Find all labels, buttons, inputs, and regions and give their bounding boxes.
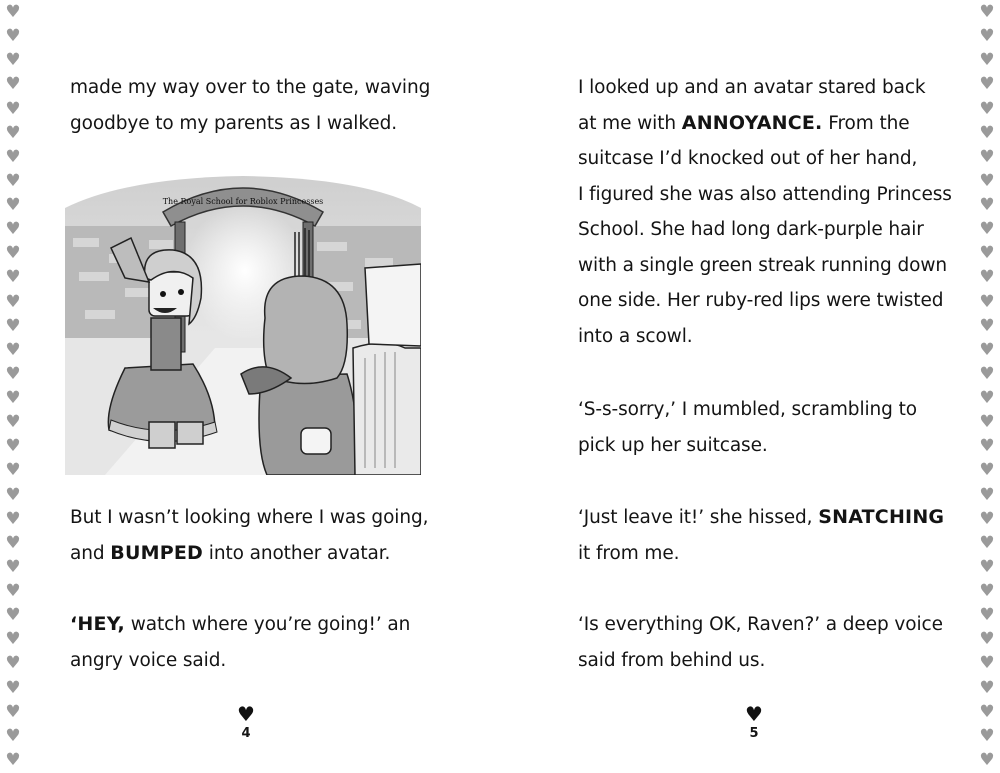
right-paragraph-1 xyxy=(578,70,952,354)
text-run: From the xyxy=(822,112,910,134)
text-line: with a single green streak running down xyxy=(578,254,947,276)
text-run: into another avatar. xyxy=(203,542,391,564)
heart-icon: ♥ xyxy=(5,339,21,360)
text-line: one side. Her ruby-red lips were twisted xyxy=(578,290,944,311)
heart-icon: ♥ xyxy=(5,2,21,22)
heart-icon: ♥ xyxy=(5,581,21,601)
heart-icon: ♥ xyxy=(979,532,995,553)
text-line xyxy=(70,536,440,572)
heart-icon: ♥ xyxy=(5,629,21,650)
bold-word: ANNOYANCE. xyxy=(681,111,823,134)
heart-icon: ♥ xyxy=(5,170,21,191)
heart-icon: ♥ xyxy=(979,412,995,433)
heart-icon: ♥ xyxy=(979,629,995,650)
page-number: 5 xyxy=(749,726,759,741)
text-line xyxy=(70,607,440,643)
heart-icon: ♥ xyxy=(5,315,21,336)
left-paragraph-3 xyxy=(70,607,440,678)
right-page xyxy=(578,0,952,773)
text-line: But I wasn’t looking where I was going, xyxy=(70,507,429,528)
text-line: I figured she was also attending Princess xyxy=(578,183,952,205)
text-run: watch where you’re going!’ an xyxy=(124,614,411,635)
heart-icon: ♥ xyxy=(5,484,21,505)
text-line: School. She had long dark-purple hair xyxy=(578,219,924,240)
heart-icon: ♥ xyxy=(979,701,995,722)
heart-icon: ♥ xyxy=(5,508,21,529)
heart-icon: ♥ xyxy=(979,195,995,215)
right-paragraph-4 xyxy=(578,607,948,678)
heart-icon: ♥ xyxy=(5,219,21,240)
text-run: at me with xyxy=(578,112,682,134)
heart-icon: ♥ xyxy=(979,725,995,746)
heart-icon: ♥ xyxy=(979,339,995,360)
heart-icon: ♥ xyxy=(5,605,21,626)
heart-icon: ♥ xyxy=(979,749,995,770)
heart-icon: ♥ xyxy=(979,291,995,312)
heart-icon: ♥ xyxy=(5,26,21,47)
heart-icon: ♥ xyxy=(979,243,995,264)
text-line xyxy=(578,500,948,536)
heart-icon: ♥ xyxy=(979,98,995,119)
right-page-footer xyxy=(734,704,774,741)
heart-icon: ♥ xyxy=(979,484,995,505)
heart-icon: ♥ xyxy=(979,26,995,47)
heart-icon: ♥ xyxy=(5,195,21,215)
heart-icon: ♥ xyxy=(5,412,21,433)
heart-icon: ♥ xyxy=(5,653,21,674)
right-paragraph-2 xyxy=(578,392,948,463)
heart-icon: ♥ xyxy=(5,677,21,698)
heart-icon: ♥ xyxy=(745,702,763,726)
heart-icon: ♥ xyxy=(5,243,21,264)
heart-icon: ♥ xyxy=(5,436,21,457)
left-page-footer xyxy=(226,704,266,741)
text-line: pick up her suitcase. xyxy=(578,434,768,456)
heart-icon: ♥ xyxy=(979,653,995,674)
heart-icon: ♥ xyxy=(979,2,995,22)
text-line xyxy=(578,106,948,142)
left-paragraph-2 xyxy=(70,500,440,571)
right-heart-border xyxy=(976,0,998,773)
heart-icon: ♥ xyxy=(5,532,21,553)
heart-icon: ♥ xyxy=(979,267,995,288)
heart-icon: ♥ xyxy=(5,267,21,288)
heart-icon: ♥ xyxy=(5,749,21,770)
gate-illustration xyxy=(65,168,421,475)
left-heart-border xyxy=(2,0,24,773)
text-line: ‘Is everything OK, Raven?’ a deep voice xyxy=(578,614,943,635)
left-page xyxy=(70,0,430,773)
heart-icon: ♥ xyxy=(237,702,255,726)
text-line: I looked up and an avatar stared back xyxy=(578,77,926,98)
heart-icon: ♥ xyxy=(979,460,995,481)
text-run: ‘Just leave it!’ she hissed, xyxy=(578,507,819,528)
heart-icon: ♥ xyxy=(979,170,995,191)
text-line: goodbye to my parents as I walked. xyxy=(70,112,397,134)
text-run: and xyxy=(70,542,111,564)
heart-icon: ♥ xyxy=(5,701,21,722)
heart-icon: ♥ xyxy=(979,605,995,626)
right-paragraph-3 xyxy=(578,500,948,571)
heart-icon: ♥ xyxy=(5,146,21,167)
heart-icon: ♥ xyxy=(5,725,21,746)
heart-icon: ♥ xyxy=(979,74,995,95)
bold-word: SNATCHING xyxy=(818,506,945,528)
text-line: angry voice said. xyxy=(70,649,227,671)
text-line: ‘S-s-sorry,’ I mumbled, scrambling to xyxy=(578,399,917,420)
heart-icon: ♥ xyxy=(979,556,995,577)
text-line: it from me. xyxy=(578,542,680,564)
heart-icon: ♥ xyxy=(979,436,995,457)
heart-icon: ♥ xyxy=(5,460,21,481)
heart-icon: ♥ xyxy=(5,98,21,119)
text-line: suitcase I’d knocked out of her hand, xyxy=(578,148,918,169)
heart-icon: ♥ xyxy=(979,363,995,384)
heart-icon: ♥ xyxy=(979,219,995,240)
left-paragraph-1 xyxy=(70,70,440,141)
heart-icon: ♥ xyxy=(979,146,995,167)
text-line: into a scowl. xyxy=(578,325,693,347)
heart-icon: ♥ xyxy=(979,315,995,336)
text-line: said from behind us. xyxy=(578,649,766,671)
heart-icon: ♥ xyxy=(5,388,21,408)
heart-icon: ♥ xyxy=(979,581,995,601)
heart-icon: ♥ xyxy=(979,508,995,529)
arch-sign-text: The Royal School for Roblox Princesses xyxy=(162,197,324,206)
heart-icon: ♥ xyxy=(979,122,995,143)
heart-icon: ♥ xyxy=(5,556,21,577)
bold-word: ‘HEY, xyxy=(70,613,125,635)
bold-word: BUMPED xyxy=(110,541,203,564)
heart-icon: ♥ xyxy=(5,74,21,95)
heart-icon: ♥ xyxy=(5,122,21,143)
heart-icon: ♥ xyxy=(5,291,21,312)
heart-icon: ♥ xyxy=(979,677,995,698)
heart-icon: ♥ xyxy=(5,50,21,71)
text-line: made my way over to the gate, waving xyxy=(70,77,431,98)
heart-icon: ♥ xyxy=(979,50,995,71)
page-number: 4 xyxy=(241,726,251,741)
heart-icon: ♥ xyxy=(979,388,995,408)
heart-icon: ♥ xyxy=(5,363,21,384)
